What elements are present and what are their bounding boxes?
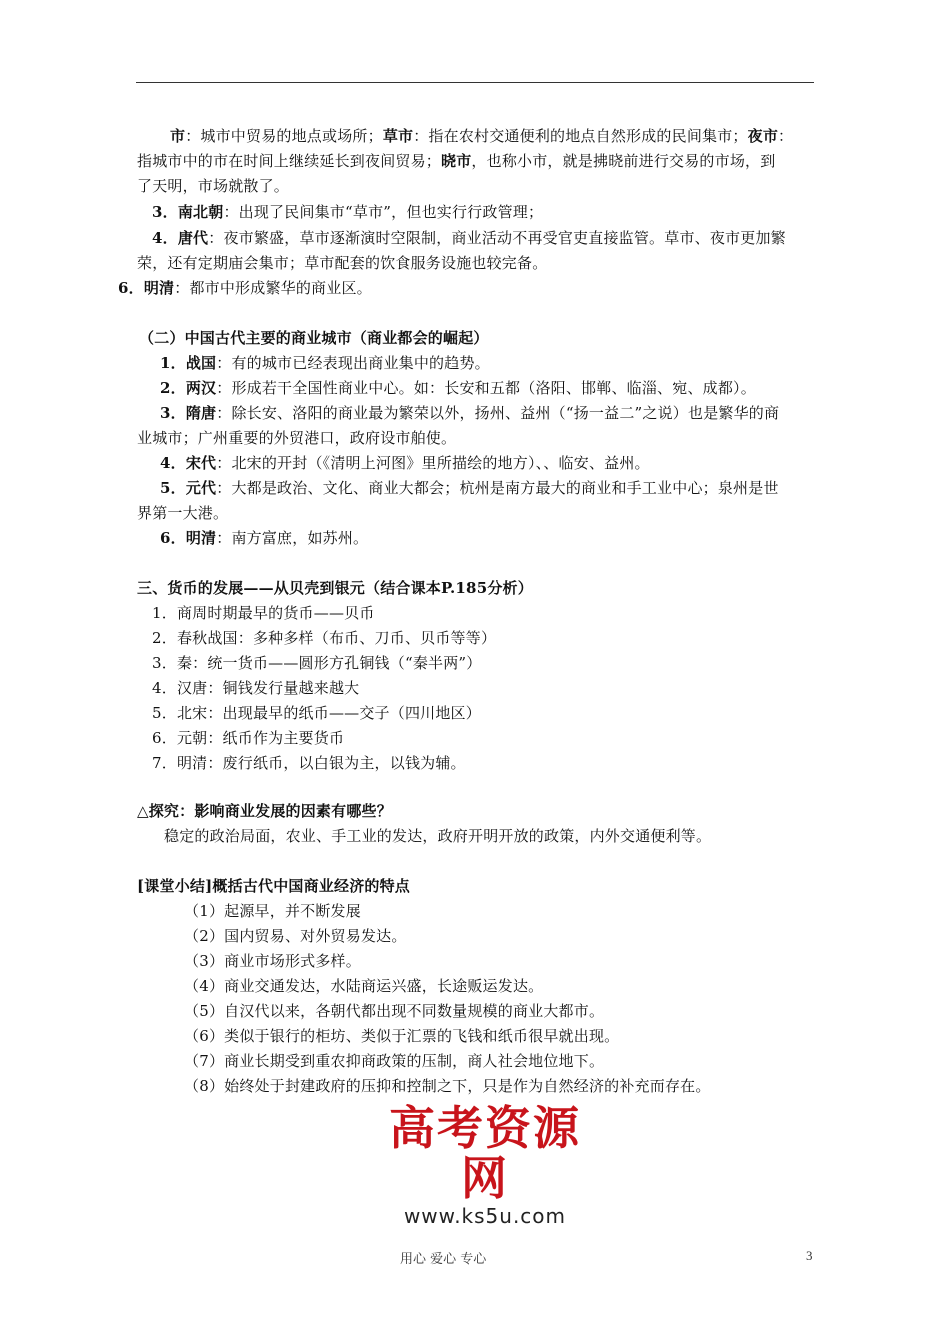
explore-answer: 稳定的政治局面，农业、手工业的发达，政府开明开放的政策，内外交通便利等。 bbox=[164, 827, 712, 845]
currency-item: 6．元朝：纸币作为主要货币 bbox=[152, 729, 345, 747]
market-history-item: 6．明清：都市中形成繁华的商业区。 bbox=[118, 279, 372, 297]
market-history-item-cont: 荣，还有定期庙会集市；草市配套的饮食服务设施也较完备。 bbox=[137, 254, 548, 272]
summary-item: （2）国内贸易、对外贸易发达。 bbox=[184, 927, 407, 945]
term-shi: 市 bbox=[170, 127, 186, 145]
watermark-title: 高考资源网 bbox=[389, 1101, 581, 1205]
market-definitions-line-3: 了天明，市场就散了。 bbox=[137, 177, 290, 195]
currency-item: 1．商周时期最早的货币——贝币 bbox=[152, 604, 375, 622]
currency-item: 3．秦：统一货币——圆形方孔铜钱（“秦半两”） bbox=[152, 654, 482, 672]
summary-item: （3）商业市场形式多样。 bbox=[184, 952, 361, 970]
city-item: 4．宋代：北宋的开封（《清明上河图》里所描绘的地方）、、临安、益州。 bbox=[160, 454, 650, 472]
summary-item: （4）商业交通发达，水陆商运兴盛，长途贩运发达。 bbox=[184, 977, 544, 995]
summary-item: （1）起源早，并不断发展 bbox=[184, 902, 361, 920]
term-yeshi: 夜市 bbox=[747, 127, 779, 145]
summary-item: （7）商业长期受到重农抑商政策的压制，商人社会地位地下。 bbox=[184, 1052, 605, 1070]
summary-item: （8）始终处于封建政府的压抑和控制之下，只是作为自然经济的补充而存在。 bbox=[184, 1077, 711, 1095]
city-item-cont: 业城市；广州重要的外贸港口，政府设市舶使。 bbox=[137, 429, 457, 447]
currency-item: 7．明清：废行纸币，以白银为主，以钱为辅。 bbox=[152, 754, 466, 772]
city-item: 2．两汉：形成若干全国性商业中心。如：长安和五都（洛阳、邯郸、临淄、宛、成都）。 bbox=[160, 379, 756, 397]
watermark-logo bbox=[380, 1103, 590, 1229]
market-history-item: 4．唐代：夜市繁盛，草市逐渐演时空限制，商业活动不再受官吏直接监管。草市、夜市更加繁 bbox=[152, 229, 786, 247]
section-heading-summary: [课堂小结]概括古代中国商业经济的特点 bbox=[137, 877, 410, 895]
section-heading-currency: 三、货币的发展——从贝壳到银元（结合课本P.185分析） bbox=[137, 579, 533, 597]
market-history-item: 3．南北朝：出现了民间集市“草市”，但也实行行政管理； bbox=[152, 203, 544, 221]
summary-item: （5）自汉代以来，各朝代都出现不同数量规模的商业大都市。 bbox=[184, 1002, 605, 1020]
term-xiaoshi: 晓市 bbox=[441, 152, 472, 170]
market-definitions-line-2: 指城市中的市在时间上继续延长到夜间贸易；晓市，也称小市，就是拂晓前进行交易的市场，到 bbox=[137, 152, 776, 170]
header-rule bbox=[136, 82, 814, 83]
term-caoshi: 草市 bbox=[382, 127, 414, 145]
currency-item: 5．北宋：出现最早的纸币——交子（四川地区） bbox=[152, 704, 481, 722]
watermark-url: www.ks5u.com bbox=[403, 1204, 567, 1228]
city-item-cont: 界第一大港。 bbox=[137, 504, 229, 522]
market-definitions-line-1: 市：城市中贸易的地点或场所；草市：指在农村交通便利的地点自然形成的民间集市；夜市： bbox=[170, 127, 794, 145]
currency-item: 2．春秋战国：多种多样（布币、刀币、贝币等等） bbox=[152, 629, 497, 647]
page-number: 3 bbox=[806, 1248, 813, 1263]
page-footer: 用心 爱心 专心 bbox=[400, 1252, 487, 1267]
section-heading-cities: （二）中国古代主要的商业城市（商业都会的崛起） bbox=[139, 329, 489, 347]
summary-item: （6）类似于银行的柜坊、类似于汇票的飞钱和纸币很早就出现。 bbox=[184, 1027, 620, 1045]
city-item: 6．明清：南方富庶，如苏州。 bbox=[160, 529, 369, 547]
city-item: 5．元代：大都是政治、文化、商业大都会；杭州是南方最大的商业和手工业中心；泉州是世 bbox=[160, 479, 779, 497]
section-heading-explore: △探究：影响商业发展的因素有哪些？ bbox=[137, 802, 392, 820]
city-item: 1．战国：有的城市已经表现出商业集中的趋势。 bbox=[160, 354, 490, 372]
currency-item: 4．汉唐：铜钱发行量越来越大 bbox=[152, 679, 360, 697]
city-item: 3．隋唐：除长安、洛阳的商业最为繁荣以外，扬州、益州（“扬一益二”之说）也是繁华的商 bbox=[160, 404, 780, 422]
